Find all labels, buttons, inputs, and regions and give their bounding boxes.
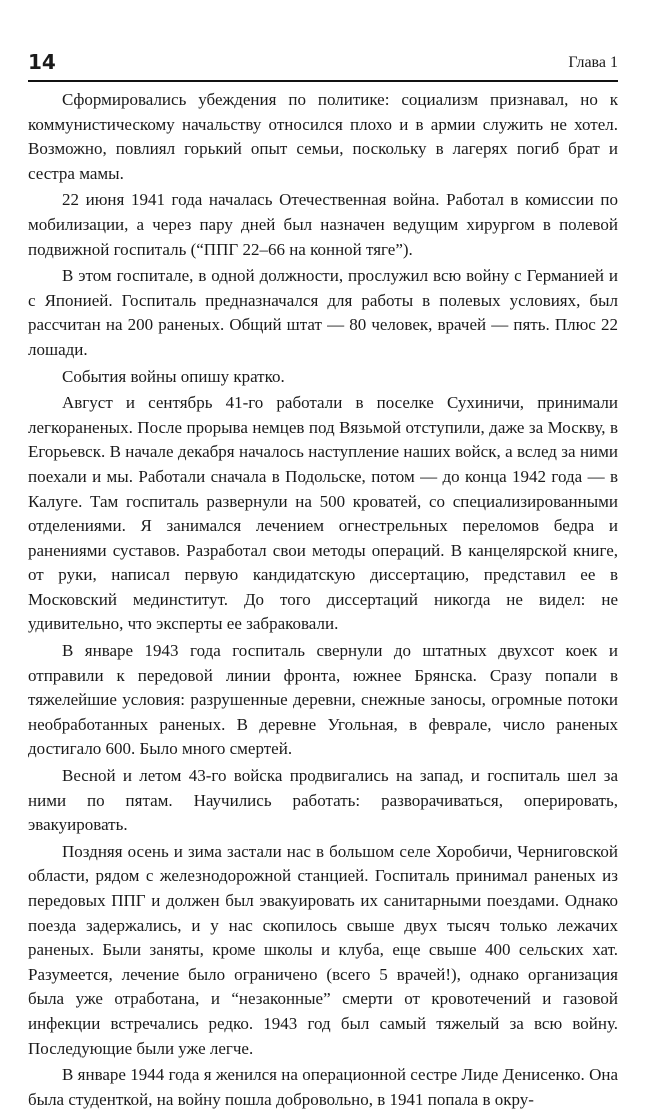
body-text [28,88,618,1114]
page-number: 14 [28,50,56,74]
page-header [28,50,618,82]
paragraph: 22 июня 1941 года началась Отечественная война. Работал в комиссии по мобилизации, а через пару дней был назначен ведущим хирургом в полевой подвижной госпиталь (“ППГ 22–66 на конной тяге”). [28,190,618,259]
paragraph: В январе 1943 года госпиталь свернули до штатных двухсот коек и отправили к передовой линии фронта, южнее Брянска. Сразу попали в тяжелейшие условия: разрушенные деревни, снежные заносы, огромные потоки необработанных раненых. В деревне Угольная, в феврале, число раненых достигало 600. Было много смертей. [28,641,618,759]
paragraph: В январе 1944 года я женился на операционной сестре Лиде Денисенко. Она была студенткой, на войну пошла добровольно, в 1941 попала в окру- [28,1065,618,1109]
paragraph: Весной и летом 43-го войска продвигались на запад, и госпиталь шел за ними по пятам. Научились работать: разворачиваться, оперировать, эвакуировать. [28,766,618,835]
paragraph: Поздняя осень и зима застали нас в большом селе Хоробичи, Черниговской области, рядом с железнодорожной станцией. Госпиталь принимал раненых из передовых ППГ и должен был эвакуировать их санитарными поездами. Однако поезда задержались, и у нас скопилось свыше двух тысяч только лежачих раненых. Были заняты, кроме школы и клуба, еще свыше 400 сельских хат. Разумеется, лечение было ограничено (всего 5 врачей!), однако организация была уже отработана, и “незаконные” смерти от кровотечений и газовой инфекции встречались редко. 1943 год был самый тяжелый за всю войну. Последующие были уже легче. [28,841,618,1058]
paragraph: Сформировались убеждения по политике: социализм признавал, но к коммунистическому начальству относился плохо и в армии служить не хотел. Возможно, повлиял горький опыт семьи, поскольку в лагерях погиб брат и сестра мамы. [28,90,618,183]
paragraph: В этом госпитале, в одной должности, прослужил всю войну с Германией и с Японией. Госпиталь предназначался для работы в полевых условиях, был рассчитан на 200 раненых. Общий штат — 80 человек, врачей — пять. Плюс 22 лошади. [28,266,618,359]
paragraph: События войны опишу кратко. [62,366,285,386]
paragraph: Август и сентябрь 41-го работали в поселке Сухиничи, принимали легкораненых. После прорыва немцев под Вязьмой отступили, даже за Москву, в Егорьевск. В начале декабря началось наступление наших войск, а вслед за ними поехали и мы. Работали сначала в Подольске, потом — до конца 1942 года — в Калуге. Там госпиталь развернули на 500 кроватей, со специализированными отделениями. Я занимался лечением огнестрельных переломов бедра и ранениями суставов. Разработал свои методы операций. В канцелярской книге, от руки, написал первую кандидатскую диссертацию, представил ее в Московский мединститут. До того диссертаций никогда не видел: не удивительно, что эксперты ее забраковали. [28,393,618,634]
chapter-title: Глава 1 [568,54,618,71]
